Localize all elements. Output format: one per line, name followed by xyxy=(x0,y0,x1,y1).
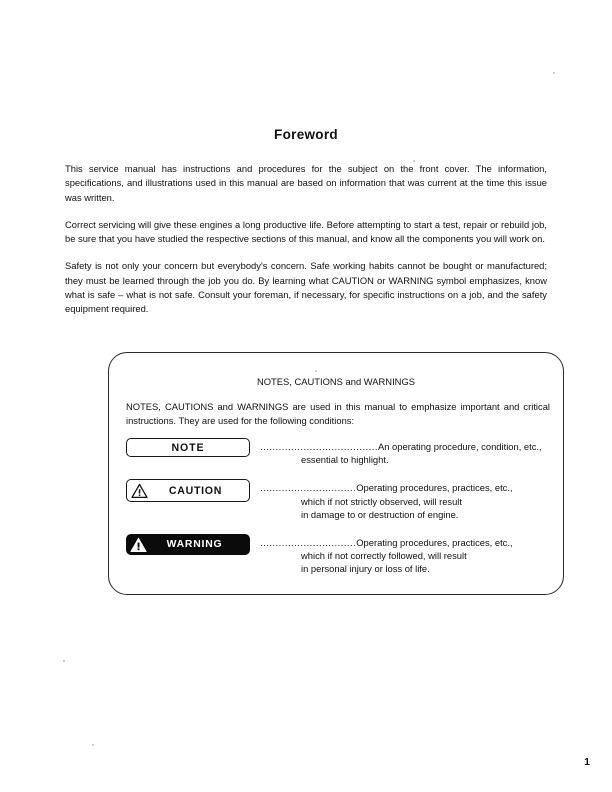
note-leader-dots: ...................................... xyxy=(260,441,378,452)
legend-row-note xyxy=(126,437,550,466)
paragraph-3: Safety is not only your concern but everybody's concern. Safe working habits cannot be bought or manufactured; they must be learned through the job you do. By learning what CAUTION or WARNING symbol emphasizes, know what is safe – what is not safe. Consult your foreman, if necessary, for specific instructions on a job, and the safety equipment required. xyxy=(65,260,547,315)
paragraph-2: Correct servicing will give these engines a long productive life. Before attempting to start a test, repair or rebuild job, be sure that you have studied the respective sections of this manual, and know all the components you will work on. xyxy=(65,218,547,245)
legend-row-warning xyxy=(126,533,550,576)
page-number: 1 xyxy=(584,756,590,768)
paragraph-1: This service manual has instructions and procedures for the subject on the front cover. The information, specifications, and illustrations used in this manual are based on information that was current at the time this issue was written. xyxy=(65,163,547,203)
legend-list xyxy=(126,437,550,576)
foreword-body xyxy=(65,162,547,317)
caution-badge xyxy=(126,479,250,502)
note-badge xyxy=(126,438,250,457)
caution-badge-cell xyxy=(126,478,260,502)
caution-badge-label: CAUTION xyxy=(168,484,223,497)
caution-leader-dots: ............................... xyxy=(260,482,357,494)
warning-triangle-outline-icon xyxy=(131,483,148,499)
warning-badge-label: WARNING xyxy=(166,539,223,551)
warning-badge-cell xyxy=(126,533,260,555)
note-description-line-2: essential to highlight. xyxy=(301,454,389,466)
warning-triangle-solid-icon xyxy=(130,537,147,553)
warning-leader-dots: ............................... xyxy=(260,537,357,549)
note-description-line-1: An operating procedure, condition, etc., xyxy=(377,441,542,452)
page-title: Foreword xyxy=(274,127,338,143)
notes-cautions-warnings-panel xyxy=(108,352,564,595)
warning-description-line-2: which if not correctly followed, will result xyxy=(301,550,467,562)
caution-description-line-1: Operating procedures, practices, etc., xyxy=(356,482,513,494)
warning-badge xyxy=(126,534,250,555)
warning-description-line-3: in personal injury or loss of life. xyxy=(301,563,430,575)
panel-intro-text: NOTES, CAUTIONS and WARNINGS are used in this manual to emphasize important and critical instructions. They are used for the following conditions: xyxy=(126,401,550,427)
scan-speck xyxy=(553,72,555,74)
warning-description xyxy=(260,533,550,576)
note-description xyxy=(260,437,550,466)
note-badge-cell xyxy=(126,437,260,457)
panel-heading: NOTES, CAUTIONS and WARNINGS xyxy=(256,376,415,387)
caution-description xyxy=(260,478,550,521)
caution-description-line-3: in damage to or destruction of engine. xyxy=(301,508,459,520)
caution-description-line-2: which if not strictly observed, will result xyxy=(301,495,462,507)
scan-speck xyxy=(92,744,94,746)
note-badge-label: NOTE xyxy=(171,441,205,454)
warning-description-line-1: Operating procedures, practices, etc., xyxy=(356,537,513,549)
scan-speck xyxy=(63,660,65,662)
legend-row-caution xyxy=(126,478,550,521)
